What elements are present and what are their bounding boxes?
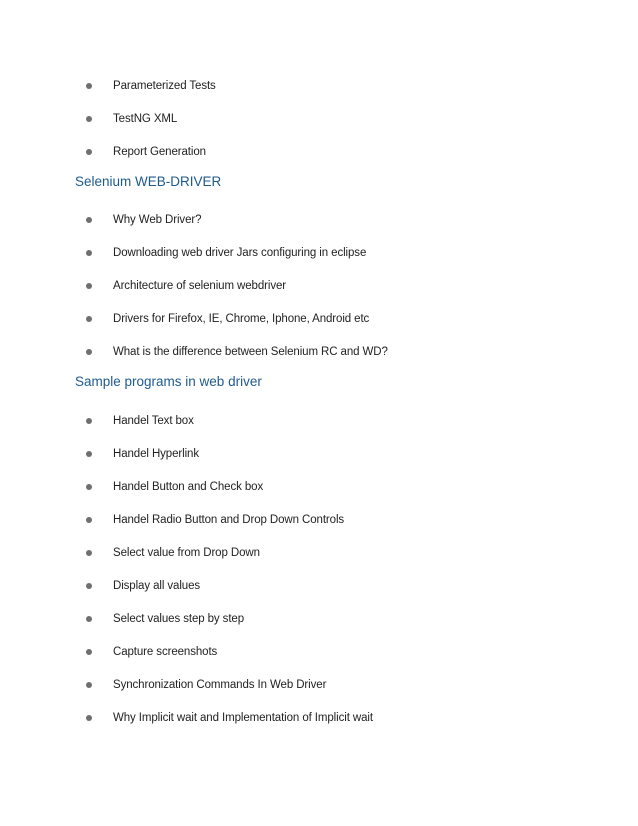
list-item [86, 412, 194, 430]
list-item-text: Downloading web driver Jars configuring in eclipse [113, 247, 367, 259]
list-item [86, 478, 263, 496]
list-item-text: Handel Text box [113, 415, 194, 427]
bullet-icon [86, 283, 92, 289]
bullet-icon [86, 349, 92, 355]
list-item [86, 110, 177, 128]
list-item [86, 277, 286, 295]
bullet-icon [86, 418, 92, 424]
list-item-text: Why Implicit wait and Implementation of Implicit wait [113, 712, 373, 724]
list-item [86, 511, 344, 529]
bullet-icon [86, 217, 92, 223]
bullet-icon [86, 649, 92, 655]
section-heading-samples: Sample programs in web driver [75, 374, 262, 389]
bullet-icon [86, 616, 92, 622]
list-item-text: Why Web Driver? [113, 214, 202, 226]
list-item [86, 643, 217, 661]
list-item [86, 544, 260, 562]
list-item-text: Parameterized Tests [113, 80, 216, 92]
list-item-text: Select values step by step [113, 613, 245, 625]
list-item [86, 709, 373, 727]
bullet-icon [86, 682, 92, 688]
bullet-icon [86, 116, 92, 122]
bullet-icon [86, 583, 92, 589]
list-item [86, 676, 326, 694]
list-item-text: Synchronization Commands In Web Driver [113, 679, 327, 691]
list-item-text: Handel Radio Button and Drop Down Controls [113, 514, 345, 526]
list-item [86, 211, 201, 229]
bullet-icon [86, 83, 92, 89]
list-item-text: Handel Button and Check box [113, 481, 264, 493]
bullet-icon [86, 484, 92, 490]
list-item [86, 310, 369, 328]
list-item [86, 77, 216, 95]
section-heading-webdriver: Selenium WEB-DRIVER [75, 174, 222, 189]
bullet-icon [86, 149, 92, 155]
list-item-text: Select value from Drop Down [113, 547, 260, 559]
list-item-text: Display all values [113, 580, 201, 592]
list-item-text: Capture screenshots [113, 646, 218, 658]
bullet-icon [86, 316, 92, 322]
list-item-text: Handel Hyperlink [113, 448, 199, 460]
bullet-icon [86, 250, 92, 256]
list-item [86, 244, 366, 262]
bullet-icon [86, 715, 92, 721]
bullet-icon [86, 550, 92, 556]
list-item-text: Drivers for Firefox, IE, Chrome, Iphone, Android etc [113, 313, 370, 325]
list-item [86, 445, 199, 463]
list-item [86, 577, 200, 595]
list-item-text: Architecture of selenium webdriver [113, 280, 287, 292]
list-item-text: Report Generation [113, 146, 206, 158]
list-item-text: TestNG XML [113, 113, 178, 125]
list-item [86, 143, 206, 161]
list-item-text: What is the difference between Selenium RC and WD? [113, 346, 388, 358]
bullet-icon [86, 451, 92, 457]
list-item [86, 610, 244, 628]
list-item [86, 343, 388, 361]
bullet-icon [86, 517, 92, 523]
